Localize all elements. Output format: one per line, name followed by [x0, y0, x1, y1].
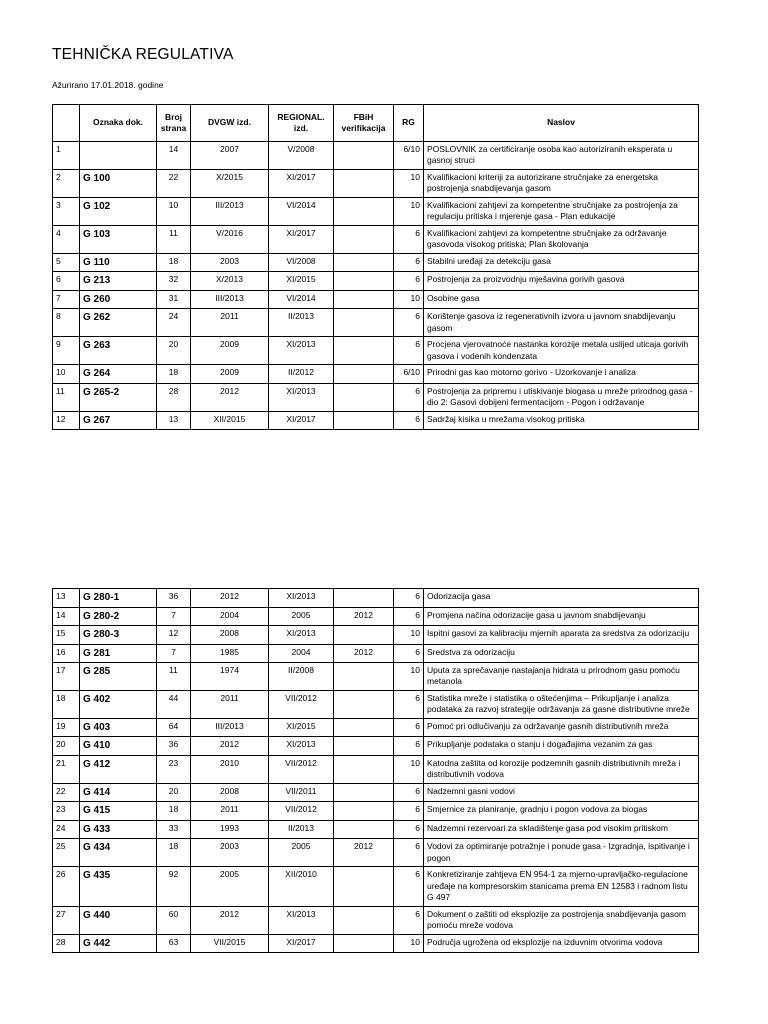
- rg-value: 10: [394, 755, 424, 783]
- rg-value: 10: [394, 934, 424, 953]
- table-row: [53, 272, 699, 291]
- fbih-verification: 2012: [334, 607, 394, 626]
- dvgw-edition: III/2013: [191, 197, 269, 225]
- dvgw-edition: 2005: [191, 867, 269, 906]
- page-count: 20: [157, 783, 191, 802]
- document-code: G 110: [80, 253, 157, 272]
- fbih-verification: [334, 411, 394, 430]
- page-count: 18: [157, 253, 191, 272]
- document-code: G 267: [80, 411, 157, 430]
- fbih-verification: [334, 867, 394, 906]
- rg-value: 6/10: [394, 142, 424, 170]
- table-row: [53, 906, 699, 934]
- fbih-verification: [334, 755, 394, 783]
- regional-edition: XI/2013: [269, 906, 334, 934]
- page-count: 22: [157, 169, 191, 197]
- document-code: G 435: [80, 867, 157, 906]
- fbih-verification: [334, 934, 394, 953]
- document-code: G 403: [80, 718, 157, 737]
- fbih-verification: [334, 802, 394, 821]
- document-code: G 433: [80, 820, 157, 839]
- dvgw-edition: VII/2015: [191, 934, 269, 953]
- fbih-verification: [334, 142, 394, 170]
- dvgw-edition: 2008: [191, 626, 269, 645]
- document-code: G 281: [80, 644, 157, 663]
- document-code: G 434: [80, 839, 157, 867]
- rg-value: 6: [394, 718, 424, 737]
- document-code: G 440: [80, 906, 157, 934]
- fbih-verification: [334, 737, 394, 756]
- dvgw-edition: 1993: [191, 820, 269, 839]
- regional-edition: II/2008: [269, 663, 334, 691]
- row-number: 8: [53, 309, 80, 337]
- row-number: 14: [53, 607, 80, 626]
- document-title: Sredstva za odorizaciju: [424, 644, 699, 663]
- updated-date: Ažurirano 17.01.2018. godine: [52, 80, 164, 90]
- header-title: Naslov: [424, 105, 699, 142]
- document-title: Statistika mreže i statistika o oštećenjima – Prikupljanje i analiza podataka za razvoj strategije održavanja za gasne distributivne mreže: [424, 690, 699, 718]
- table-row: [53, 934, 699, 953]
- row-number: 17: [53, 663, 80, 691]
- row-number: 6: [53, 272, 80, 291]
- rg-value: 6: [394, 253, 424, 272]
- header-code: Oznaka dok.: [80, 105, 157, 142]
- rg-value: 10: [394, 290, 424, 309]
- page-count: 11: [157, 225, 191, 253]
- table-row: [53, 253, 699, 272]
- regional-edition: II/2013: [269, 309, 334, 337]
- row-number: 13: [53, 589, 80, 608]
- fbih-verification: [334, 309, 394, 337]
- page-count: 28: [157, 383, 191, 411]
- table-row: [53, 607, 699, 626]
- regional-edition: XI/2013: [269, 737, 334, 756]
- page-count: 23: [157, 755, 191, 783]
- rg-value: 6: [394, 337, 424, 365]
- dvgw-edition: 2004: [191, 607, 269, 626]
- dvgw-edition: 2007: [191, 142, 269, 170]
- rg-value: 6: [394, 820, 424, 839]
- table-header-row: [53, 105, 699, 142]
- regional-edition: 2004: [269, 644, 334, 663]
- regional-edition: XII/2010: [269, 867, 334, 906]
- document-code: G 280-3: [80, 626, 157, 645]
- table-row: [53, 383, 699, 411]
- table-row: [53, 589, 699, 608]
- document-title: Stabilni uređaji za detekciju gasa: [424, 253, 699, 272]
- dvgw-edition: 2011: [191, 690, 269, 718]
- page-count: 36: [157, 737, 191, 756]
- document-code: G 410: [80, 737, 157, 756]
- document-code: G 262: [80, 309, 157, 337]
- fbih-verification: [334, 365, 394, 384]
- page-count: 64: [157, 718, 191, 737]
- document-title: Područja ugrožena od eksplozije na izduvnim otvorima vodova: [424, 934, 699, 953]
- page-count: 32: [157, 272, 191, 291]
- regional-edition: 2005: [269, 839, 334, 867]
- regional-edition: XI/2013: [269, 337, 334, 365]
- table-row: [53, 867, 699, 906]
- fbih-verification: [334, 820, 394, 839]
- rg-value: 6: [394, 607, 424, 626]
- regional-edition: XI/2015: [269, 272, 334, 291]
- document-code: G 285: [80, 663, 157, 691]
- table-row: [53, 365, 699, 384]
- regional-edition: XI/2017: [269, 411, 334, 430]
- row-number: 2: [53, 169, 80, 197]
- document-title: Pomoć pri odlučivanju za održavanje gasnih distributivnih mreža: [424, 718, 699, 737]
- regional-edition: VI/2008: [269, 253, 334, 272]
- document-code: G 415: [80, 802, 157, 821]
- rg-value: 10: [394, 169, 424, 197]
- table-row: [53, 690, 699, 718]
- regulation-table-2: [52, 588, 699, 953]
- regional-edition: VII/2012: [269, 755, 334, 783]
- header-fbih: FBiH verifikacija: [334, 105, 394, 142]
- page-count: 36: [157, 589, 191, 608]
- document-title: Nadzemni rezervoari za skladištenje gasa pod visokim pritiskom: [424, 820, 699, 839]
- page-count: 11: [157, 663, 191, 691]
- rg-value: 6: [394, 309, 424, 337]
- row-number: 4: [53, 225, 80, 253]
- rg-value: 10: [394, 663, 424, 691]
- row-number: 7: [53, 290, 80, 309]
- document-code: G 280-1: [80, 589, 157, 608]
- table-row: [53, 411, 699, 430]
- dvgw-edition: V/2016: [191, 225, 269, 253]
- fbih-verification: 2012: [334, 644, 394, 663]
- fbih-verification: 2012: [334, 839, 394, 867]
- dvgw-edition: 2008: [191, 783, 269, 802]
- table-row: [53, 802, 699, 821]
- regional-edition: 2005: [269, 607, 334, 626]
- row-number: 10: [53, 365, 80, 384]
- document-code: G 213: [80, 272, 157, 291]
- page-count: 13: [157, 411, 191, 430]
- rg-value: 6: [394, 783, 424, 802]
- row-number: 24: [53, 820, 80, 839]
- row-number: 12: [53, 411, 80, 430]
- fbih-verification: [334, 197, 394, 225]
- row-number: 23: [53, 802, 80, 821]
- document-title: Kvalifikacioni kriteriji za autorizirane stručnjake za energetska postrojenja snabdijevanja gasom: [424, 169, 699, 197]
- row-number: 20: [53, 737, 80, 756]
- table-row: [53, 142, 699, 170]
- regional-edition: VI/2014: [269, 197, 334, 225]
- document-title: Korištenje gasova iz regenerativnih izvora u javnom snabdijevanju gasom: [424, 309, 699, 337]
- header-rg: RG: [394, 105, 424, 142]
- row-number: 5: [53, 253, 80, 272]
- document-title: Katodna zaštita od korozije podzemnih gasnih distributivnih mreža i distributivnih vodova: [424, 755, 699, 783]
- dvgw-edition: XII/2015: [191, 411, 269, 430]
- document-code: G 412: [80, 755, 157, 783]
- row-number: 3: [53, 197, 80, 225]
- document-title: Ispitni gasovi za kalibraciju mjernih aparata za sredstva za odorizaciju: [424, 626, 699, 645]
- document-title: Postrojenja za pripremu i utiskivanje biogasa u mreže prirodnog gasa - dio 2: Gasovi dobijeni fermentacijom - Pogon i održavanje: [424, 383, 699, 411]
- dvgw-edition: 2012: [191, 589, 269, 608]
- document-title: Prikupljanje podataka o stanju i događajima vezanim za gas: [424, 737, 699, 756]
- table-row: [53, 197, 699, 225]
- rg-value: 6: [394, 411, 424, 430]
- dvgw-edition: 2012: [191, 383, 269, 411]
- rg-value: 6: [394, 272, 424, 291]
- table-row: [53, 169, 699, 197]
- page-count: 18: [157, 839, 191, 867]
- fbih-verification: [334, 906, 394, 934]
- dvgw-edition: III/2013: [191, 290, 269, 309]
- regional-edition: VII/2011: [269, 783, 334, 802]
- document-code: G 265-2: [80, 383, 157, 411]
- regional-edition: VII/2012: [269, 690, 334, 718]
- document-title: Kvalifikacioni zahtjevi za kompetentne stručnjake za postrojenja za regulaciju pritiska i mjerenje gasa - Plan edukacije: [424, 197, 699, 225]
- document-code: G 264: [80, 365, 157, 384]
- row-number: 18: [53, 690, 80, 718]
- page-count: 7: [157, 644, 191, 663]
- table-row: [53, 644, 699, 663]
- page-count: 20: [157, 337, 191, 365]
- table-row: [53, 718, 699, 737]
- table-row: [53, 737, 699, 756]
- row-number: 16: [53, 644, 80, 663]
- fbih-verification: [334, 626, 394, 645]
- page-count: 10: [157, 197, 191, 225]
- rg-value: 6: [394, 383, 424, 411]
- regional-edition: XI/2013: [269, 626, 334, 645]
- document-code: G 414: [80, 783, 157, 802]
- document-title: Kvalifikacioni zahtjevi za kompetentne stručnjake za održavanje gasovoda visokog pritiska; Plan školovanja: [424, 225, 699, 253]
- document-code: G 442: [80, 934, 157, 953]
- page-count: 12: [157, 626, 191, 645]
- document-code: G 260: [80, 290, 157, 309]
- regional-edition: XI/2017: [269, 225, 334, 253]
- table-row: [53, 839, 699, 867]
- regional-edition: XI/2013: [269, 383, 334, 411]
- regional-edition: XI/2017: [269, 169, 334, 197]
- rg-value: 6: [394, 839, 424, 867]
- rg-value: 6: [394, 589, 424, 608]
- row-number: 28: [53, 934, 80, 953]
- document-title: Prirodni gas kao motorno gorivo - Uzorkovanje i analiza: [424, 365, 699, 384]
- dvgw-edition: III/2013: [191, 718, 269, 737]
- document-title: Procjena vjerovatnoće nastanka korozije metala uslijed uticaja gorivih gasova i vodenih kondenzata: [424, 337, 699, 365]
- table-row: [53, 309, 699, 337]
- rg-value: 6: [394, 867, 424, 906]
- page-count: 18: [157, 802, 191, 821]
- fbih-verification: [334, 783, 394, 802]
- rg-value: 6: [394, 737, 424, 756]
- header-dvgw: DVGW izd.: [191, 105, 269, 142]
- fbih-verification: [334, 589, 394, 608]
- fbih-verification: [334, 383, 394, 411]
- regional-edition: II/2013: [269, 820, 334, 839]
- page-count: 63: [157, 934, 191, 953]
- rg-value: 6: [394, 644, 424, 663]
- page-count: 7: [157, 607, 191, 626]
- header-number: [53, 105, 80, 142]
- row-number: 27: [53, 906, 80, 934]
- page-count: 18: [157, 365, 191, 384]
- dvgw-edition: 2011: [191, 309, 269, 337]
- rg-value: 10: [394, 197, 424, 225]
- document-title: Odorizacija gasa: [424, 589, 699, 608]
- document-title: POSLOVNIK za certificiranje osoba kao autoriziranih eksperata u gasnoj struci: [424, 142, 699, 170]
- dvgw-edition: 2009: [191, 337, 269, 365]
- document-title: Vodovi za optimiranje potražnje i ponude gasa - Izgradnja, ispitivanje i pogon: [424, 839, 699, 867]
- document-title: Nadzemni gasni vodovi: [424, 783, 699, 802]
- document-title: Dokument o zaštiti od eksplozije za postrojenja snabdijevanja gasom pomoću mreže vodova: [424, 906, 699, 934]
- fbih-verification: [334, 253, 394, 272]
- rg-value: 10: [394, 626, 424, 645]
- row-number: 1: [53, 142, 80, 170]
- row-number: 9: [53, 337, 80, 365]
- dvgw-edition: 2003: [191, 839, 269, 867]
- document-code: G 100: [80, 169, 157, 197]
- document-code: G 102: [80, 197, 157, 225]
- regional-edition: VI/2014: [269, 290, 334, 309]
- dvgw-edition: 2010: [191, 755, 269, 783]
- document-title: Osobine gasa: [424, 290, 699, 309]
- dvgw-edition: 2011: [191, 802, 269, 821]
- row-number: 15: [53, 626, 80, 645]
- regional-edition: VII/2012: [269, 802, 334, 821]
- header-regional: REGIONAL. izd.: [269, 105, 334, 142]
- fbih-verification: [334, 169, 394, 197]
- dvgw-edition: 2012: [191, 906, 269, 934]
- table-row: [53, 820, 699, 839]
- page-count: 24: [157, 309, 191, 337]
- document-title: Sadržaj kisika u mrežama visokog pritiska: [424, 411, 699, 430]
- regional-edition: XI/2013: [269, 589, 334, 608]
- page-count: 31: [157, 290, 191, 309]
- dvgw-edition: 1974: [191, 663, 269, 691]
- row-number: 11: [53, 383, 80, 411]
- page-count: 92: [157, 867, 191, 906]
- fbih-verification: [334, 663, 394, 691]
- dvgw-edition: X/2013: [191, 272, 269, 291]
- dvgw-edition: 1985: [191, 644, 269, 663]
- rg-value: 6/10: [394, 365, 424, 384]
- rg-value: 6: [394, 690, 424, 718]
- regional-edition: V/2008: [269, 142, 334, 170]
- rg-value: 6: [394, 906, 424, 934]
- page-count: 44: [157, 690, 191, 718]
- table-row: [53, 626, 699, 645]
- rg-value: 6: [394, 802, 424, 821]
- regulation-table-1: [52, 104, 699, 430]
- fbih-verification: [334, 337, 394, 365]
- page-count: 33: [157, 820, 191, 839]
- table-row: [53, 337, 699, 365]
- document-title: Uputa za sprečavanje nastajanja hidrata u prirodnom gasu pomoću metanola: [424, 663, 699, 691]
- row-number: 19: [53, 718, 80, 737]
- document-code: [80, 142, 157, 170]
- header-pages: Broj strana: [157, 105, 191, 142]
- table-row: [53, 663, 699, 691]
- document-title: Promjena načina odorizacije gasa u javnom snabdijevanju: [424, 607, 699, 626]
- document-code: G 280-2: [80, 607, 157, 626]
- fbih-verification: [334, 290, 394, 309]
- row-number: 26: [53, 867, 80, 906]
- document-title: Konkretiziranje zahtjeva EN 954-1 za mjerno-upravljačko-regulacione uređaje na kompresorskim stanicama prema EN 12583 i radnom listu G 497: [424, 867, 699, 906]
- row-number: 21: [53, 755, 80, 783]
- table-row: [53, 225, 699, 253]
- document-title: Smjernice za planiranje, gradnju i pogon vodova za biogas: [424, 802, 699, 821]
- dvgw-edition: 2012: [191, 737, 269, 756]
- fbih-verification: [334, 718, 394, 737]
- row-number: 22: [53, 783, 80, 802]
- table-row: [53, 783, 699, 802]
- document-title: Postrojenja za proizvodnju mješavina gorivih gasova: [424, 272, 699, 291]
- page-count: 60: [157, 906, 191, 934]
- dvgw-edition: X/2015: [191, 169, 269, 197]
- regional-edition: XI/2017: [269, 934, 334, 953]
- rg-value: 6: [394, 225, 424, 253]
- dvgw-edition: 2009: [191, 365, 269, 384]
- table-row: [53, 290, 699, 309]
- regional-edition: XI/2015: [269, 718, 334, 737]
- fbih-verification: [334, 225, 394, 253]
- fbih-verification: [334, 690, 394, 718]
- document-code: G 103: [80, 225, 157, 253]
- document-code: G 263: [80, 337, 157, 365]
- table-row: [53, 755, 699, 783]
- page-count: 14: [157, 142, 191, 170]
- row-number: 25: [53, 839, 80, 867]
- document-code: G 402: [80, 690, 157, 718]
- regional-edition: II/2012: [269, 365, 334, 384]
- fbih-verification: [334, 272, 394, 291]
- page-title: TEHNIČKA REGULATIVA: [52, 46, 234, 63]
- dvgw-edition: 2003: [191, 253, 269, 272]
